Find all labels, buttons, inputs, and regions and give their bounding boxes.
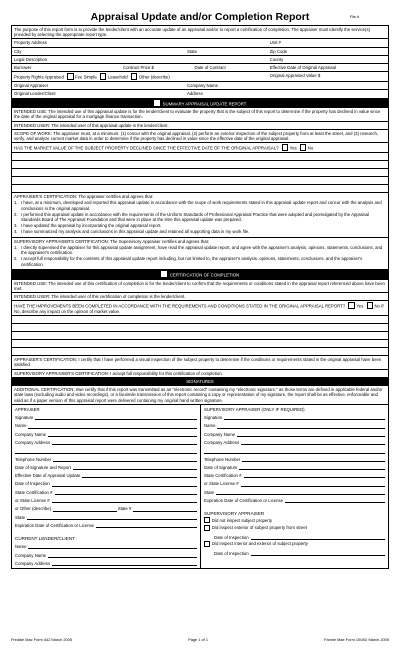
- underline: [28, 428, 197, 429]
- original-appraised-value-field[interactable]: Original Appraised Value $: [269, 73, 321, 79]
- purpose-text: The purpose of this report form is to provide the lender/client with an accurate update of an appraisal and/or to report a certification of completion. The appraiser must identify the service(s) provided by selecting the appropriate report type.: [12, 26, 388, 39]
- supervisory-company-name-line[interactable]: [204, 429, 385, 437]
- signatures-section-header: SIGNATURES: [12, 378, 388, 386]
- completion-comment-line[interactable]: [12, 332, 388, 340]
- cert-item-text: I have summarized my analysis and conclusions in this appraisal update and retained all supporting data in my work file.: [21, 229, 250, 235]
- line-label: State Certification #: [204, 473, 242, 479]
- completion-intended-user: INTENDED USER: The intended user of this certification of completion is the lender/client.: [12, 293, 388, 301]
- cert-item-number: 4.: [14, 229, 18, 235]
- appraisal-form: [11, 25, 389, 569]
- row-city: [12, 48, 388, 56]
- underline: [239, 469, 385, 470]
- cert-item: [14, 229, 386, 234]
- line-label: Company Name: [15, 552, 47, 558]
- line-label: Name: [15, 423, 27, 429]
- underline: [96, 527, 197, 528]
- update-intended-use: INTENDED USE: The intended use of this appraisal update is for the lender/client to evaluate the property that is the subject of this report to determine if the property has declined in value since the date of the original appraisal for a mortgage finance transaction.: [12, 108, 388, 121]
- line-label: Name: [204, 423, 216, 429]
- update-comment-line[interactable]: [12, 161, 388, 169]
- supervisory-state-line[interactable]: [204, 487, 385, 495]
- did-not-inspect-label: Did not inspect subject property: [211, 517, 273, 523]
- line-label: Date of Inspection: [214, 534, 249, 540]
- appraiser-state-line[interactable]: [15, 512, 197, 520]
- supervisory-block-title: SUPERVISORY APPRAISER (ONLY IF REQUIRED): [204, 406, 305, 412]
- date-of-contract-field[interactable]: Date of Contract: [194, 65, 226, 71]
- update-no-label: No: [307, 145, 314, 151]
- completion-yes-checkbox[interactable]: [348, 302, 354, 308]
- underline: [224, 419, 385, 420]
- line-label: Signature: [15, 415, 34, 421]
- update-yes-label: Yes: [289, 145, 297, 151]
- supervisory-state-cert-line[interactable]: [204, 470, 385, 478]
- completion-comment-line[interactable]: [12, 340, 388, 348]
- underline: [242, 461, 385, 462]
- supervisory-name-line[interactable]: [204, 420, 385, 428]
- did-inspect-interior-row: [204, 540, 385, 548]
- property-address-field[interactable]: Property Address: [14, 40, 47, 46]
- line-label: Telephone Number: [204, 456, 241, 462]
- line-label: or State License #: [15, 498, 50, 504]
- did-not-inspect-row: [204, 516, 385, 524]
- completion-section-title: CERTIFICATION OF COMPLETION: [169, 272, 240, 278]
- underline: [53, 461, 197, 462]
- property-rights-group: [12, 72, 268, 81]
- supervisory-signature-line[interactable]: [204, 412, 385, 420]
- update-section-header: [12, 99, 388, 109]
- line-label: Expiration Date of Certification or License: [204, 498, 284, 504]
- line-label: Date of Inspection: [214, 551, 249, 557]
- other-rights-label: Other (describe): [138, 74, 170, 80]
- appraiser-company-name-line[interactable]: [15, 429, 197, 437]
- underline: [204, 453, 385, 454]
- appraiser-blank-line[interactable]: [15, 445, 197, 453]
- row-address: [12, 39, 388, 47]
- appraiser-signature-block: [12, 405, 200, 568]
- underline: [53, 511, 117, 512]
- appraiser-state-cert-line[interactable]: [15, 487, 197, 495]
- supervisory-signature-block: [200, 405, 388, 568]
- line-label: Date of Signature: [204, 464, 238, 470]
- completion-yes-label: Yes: [356, 303, 364, 309]
- underline: [73, 469, 197, 470]
- cert-item: [14, 212, 386, 222]
- appraiser-effective-date-line[interactable]: [15, 470, 197, 478]
- update-section-title: SUMMARY APPRAISAL UPDATE REPORT: [162, 101, 247, 106]
- cert-item-number: 2.: [14, 211, 18, 217]
- underline: [241, 444, 385, 445]
- appraiser-state-license-line[interactable]: [15, 495, 197, 503]
- contract-price-field[interactable]: Contract Price $: [123, 65, 154, 71]
- line-label: Company Name: [15, 431, 47, 437]
- underline: [35, 419, 197, 420]
- inspection-date-line-2[interactable]: [204, 548, 385, 556]
- underline: [217, 428, 385, 429]
- row-legal: [12, 56, 388, 64]
- completion-no-label: No: [374, 303, 380, 309]
- borrower-field[interactable]: Borrower: [14, 65, 32, 71]
- unit-field[interactable]: Unit #: [269, 40, 281, 46]
- underline: [251, 555, 385, 556]
- underline: [52, 502, 197, 503]
- update-comment-line[interactable]: [12, 153, 388, 161]
- footer-fannie-mae: Fannie Mae Form 1004D March 2005: [324, 637, 389, 642]
- line-label: Company Address: [204, 439, 240, 445]
- cert-item: [14, 256, 386, 266]
- footer-page-number: Page 1 of 1: [188, 637, 208, 642]
- line-label: State Certification #: [15, 489, 53, 495]
- underline: [28, 548, 197, 549]
- completion-intended-use: INTENDED USE: The intended use of this certification of completion is for the lender/client to confirm that the requirements or conditions stated in the appraisal report referenced above have been met.: [12, 280, 388, 293]
- line-label: Company Address: [15, 439, 51, 445]
- update-yes-checkbox[interactable]: [282, 144, 288, 150]
- line-label: Date of Inspection: [15, 481, 50, 487]
- cert-item: [14, 223, 386, 228]
- supervisory-telephone-line[interactable]: [204, 454, 385, 462]
- row-original-lender: [12, 90, 388, 98]
- underline: [216, 494, 385, 495]
- line-label: Date of Signature and Report: [15, 464, 71, 470]
- line-label: Expiration Date of Certification or License: [15, 522, 95, 528]
- update-question: HAS THE MARKET VALUE OF THE SUBJECT PROPERTY DECLINED SINCE THE EFFECTIVE DATE OF THE ORIGINAL APPRAISAL?: [14, 145, 279, 151]
- appraiser-telephone-line[interactable]: [15, 454, 197, 462]
- line-label: Name: [15, 544, 27, 550]
- underline: [48, 436, 197, 437]
- appraiser-expiration-line[interactable]: [15, 520, 197, 528]
- completion-no-checkbox[interactable]: [367, 302, 373, 308]
- underline: [133, 511, 197, 512]
- update-question-row: [12, 143, 388, 153]
- cert-item: [14, 200, 386, 210]
- cert-item-text: I accept full responsibility for the contents of this appraisal update report including, but not limited to, the appraiser's analysis, opinions, statements, conclusions, and the appraiser's certification.: [21, 256, 363, 267]
- completion-supervisory-cert: SUPERVISORY APPRAISER'S CERTIFICATION: I accept full responsibility for this certification of completion.: [12, 370, 388, 378]
- underline: [244, 477, 386, 478]
- cert-item-number: 3.: [14, 223, 18, 229]
- completion-appraiser-cert: APPRAISER'S CERTIFICATION: I certify that I have performed a visual inspection of the subject property to determine if the conditions or requirements stated in the original appraisal have been satisfied.: [12, 356, 388, 369]
- line-label: Telephone Number: [15, 456, 52, 462]
- line-label: State #: [117, 506, 132, 512]
- state-field[interactable]: State: [186, 48, 197, 54]
- line-label: or State License #: [204, 481, 239, 487]
- underline: [52, 565, 197, 566]
- page-footer: [11, 637, 389, 642]
- did-not-inspect-checkbox[interactable]: [204, 517, 210, 523]
- did-inspect-exterior-row: [204, 524, 385, 532]
- original-lender-field[interactable]: Original Lender/Client: [14, 91, 56, 97]
- inspection-date-line-1[interactable]: [204, 532, 385, 540]
- appraiser-cert-intro: APPRAISER'S CERTIFICATION: The appraiser certifies and agrees that:: [14, 194, 154, 200]
- underline: [27, 519, 197, 520]
- cert-item-text: I have updated the appraisal by incorporating the original appraisal report.: [21, 223, 162, 229]
- underline: [48, 557, 197, 558]
- lender-name-line[interactable]: [15, 541, 197, 549]
- line-label: Effective Date of Appraisal Update: [15, 473, 81, 479]
- city-field[interactable]: City: [14, 48, 22, 54]
- row-borrower: [12, 64, 388, 72]
- underline: [251, 539, 385, 540]
- underline: [52, 444, 197, 445]
- supervisory-blank-line[interactable]: [204, 445, 385, 453]
- update-scope-of-work: SCOPE OF WORK: The appraiser must, at a minimum: (1) concur with the original appraisal, (2) perform an exterior inspection of the subject property from at least the street, and (3) research, verify, and analyze current market data in order to determine if the property has declined in value since the effective date of the original appraisal.: [12, 130, 388, 143]
- supervisory-cert-intro: SUPERVISORY APPRAISER'S CERTIFICATION: The Supervisory Appraiser certifies and agrees that:: [14, 238, 209, 244]
- row-original-appraiser: [12, 82, 388, 90]
- update-comment-line[interactable]: [12, 185, 388, 193]
- underline: [241, 486, 385, 487]
- fee-simple-label: Fee Simple: [75, 74, 97, 80]
- header: [11, 11, 389, 25]
- update-no-checkbox[interactable]: [300, 144, 306, 150]
- supervisory-certification: [12, 238, 388, 270]
- appraiser-signature-line[interactable]: [15, 412, 197, 420]
- signature-columns: [12, 405, 388, 568]
- zip-code-field[interactable]: Zip Code: [269, 48, 288, 54]
- completion-section-checkbox[interactable]: [161, 271, 167, 277]
- underline: [52, 486, 197, 487]
- cert-item-text: I performed this appraisal update in accordance with the requirements of the Uniform Standards of Professional Appraisal Practice that were adopted and promulgated by the Appraisal Standards Board of The Appraisal Foundation and that were in place at the time this appraisal update was prepared.: [21, 211, 370, 222]
- supervisory-date-signature-line[interactable]: [204, 462, 385, 470]
- cert-item: [14, 245, 386, 255]
- cert-item-text: I have, at a minimum, developed and reported this appraisal update in accordance with the scope of work requirements stated in this appraisal update report and concur with the analysis and conclusions in the original appraisal.: [21, 200, 382, 211]
- did-inspect-interior-label: Did inspect interior and exterior of subject property: [211, 541, 308, 547]
- completion-question-row: [12, 301, 388, 316]
- lender-company-address-line[interactable]: [15, 558, 197, 566]
- legal-description-field[interactable]: Legal Description: [14, 56, 48, 62]
- cert-item-number: 2.: [14, 256, 18, 262]
- supervisory-state-license-line[interactable]: [204, 478, 385, 486]
- completion-question: HAVE THE IMPROVEMENTS BEEN COMPLETED IN ACCORDANCE WITH THE REQUIREMENTS AND CONDITIONS STATED IN THE ORIGINAL APPRAISAL REPORT?: [14, 303, 346, 309]
- did-inspect-exterior-checkbox[interactable]: [204, 525, 210, 531]
- appraiser-date-inspection-line[interactable]: [15, 478, 197, 486]
- county-field[interactable]: County: [269, 56, 284, 62]
- appraiser-company-address-line[interactable]: [15, 437, 197, 445]
- lender-block-title: CURRENT LENDER/CLIENT: [15, 535, 75, 541]
- line-label: Signature: [204, 415, 223, 421]
- line-label: State: [15, 514, 26, 520]
- completion-if-no-text: If No, describe any impact on the opinion of market value.: [14, 303, 384, 314]
- cert-item-text: I directly supervised the appraiser for this appraisal update assignment, have read the appraisal update report, and agree with the appraiser's analysis, opinions, statements, conclusions, and the appraiser's certification.: [21, 244, 383, 256]
- appraiser-certification: [12, 193, 388, 238]
- underline: [55, 494, 198, 495]
- update-intended-user: INTENDED USER: The intended user of this appraisal update is the lender/client.: [12, 122, 388, 130]
- company-name-field[interactable]: Company Name: [186, 83, 218, 89]
- fee-simple-checkbox[interactable]: [67, 73, 73, 79]
- completion-section-header: [12, 270, 388, 280]
- leasehold-label: Leasehold: [107, 74, 128, 80]
- line-label: Company Name: [204, 431, 236, 437]
- additional-certification: ADDITIONAL CERTIFICATION: I/we certify that if this report was transmitted as an "electronic record" containing my "electronic signature," as those terms are defined in applicable federal and/or state laws (excluding audio and video recordings), or a facsimile transmission of this report containing a copy or representation of my signature, the report shall be as effective, enforceable and valid as if a paper version of this appraisal report were delivered containing my original hand written signature.: [12, 386, 388, 405]
- row-property-rights: [12, 72, 388, 82]
- line-label: Company Address: [15, 560, 51, 566]
- effective-date-original-field[interactable]: Effective Date of Original Appraisal: [269, 65, 336, 71]
- cert-item-number: 1.: [14, 244, 18, 250]
- underline: [285, 502, 385, 503]
- line-label: or Other (describe): [15, 506, 52, 512]
- update-comment-line[interactable]: [12, 177, 388, 185]
- completion-comment-line[interactable]: [12, 348, 388, 356]
- line-label: State: [204, 489, 215, 495]
- update-comment-line[interactable]: [12, 169, 388, 177]
- supervisory-sub-title: SUPERVISORY APPRAISER: [204, 510, 265, 516]
- leasehold-checkbox[interactable]: [100, 73, 106, 79]
- appraiser-block-title: APPRAISER: [15, 406, 40, 412]
- underline: [15, 453, 197, 454]
- appraiser-other-line[interactable]: [15, 503, 197, 511]
- did-inspect-interior-checkbox[interactable]: [204, 541, 210, 547]
- appraiser-name-line[interactable]: [15, 420, 197, 428]
- lender-company-name-line[interactable]: [15, 549, 197, 557]
- supervisory-expiration-line[interactable]: [204, 495, 385, 503]
- address-field[interactable]: Address: [186, 91, 203, 97]
- appraiser-date-signature-line[interactable]: [15, 462, 197, 470]
- page-title: Appraisal Update and/or Completion Report: [90, 11, 310, 23]
- completion-comment-line[interactable]: [12, 316, 388, 324]
- original-appraiser-field[interactable]: Original Appraiser: [14, 83, 49, 89]
- update-section-checkbox[interactable]: [154, 100, 160, 106]
- underline: [82, 477, 197, 478]
- underline: [237, 436, 385, 437]
- completion-comment-line[interactable]: [12, 324, 388, 332]
- file-number-label: File #: [349, 15, 359, 19]
- other-rights-checkbox[interactable]: [131, 73, 137, 79]
- footer-freddie-mac: Freddie Mac Form 442 March 2005: [11, 637, 72, 642]
- property-rights-label: Property Rights Appraised: [14, 74, 64, 80]
- supervisory-company-address-line[interactable]: [204, 437, 385, 445]
- did-inspect-exterior-label: Did inspect exterior of subject property from street: [211, 525, 307, 531]
- cert-item-number: 1.: [14, 200, 18, 206]
